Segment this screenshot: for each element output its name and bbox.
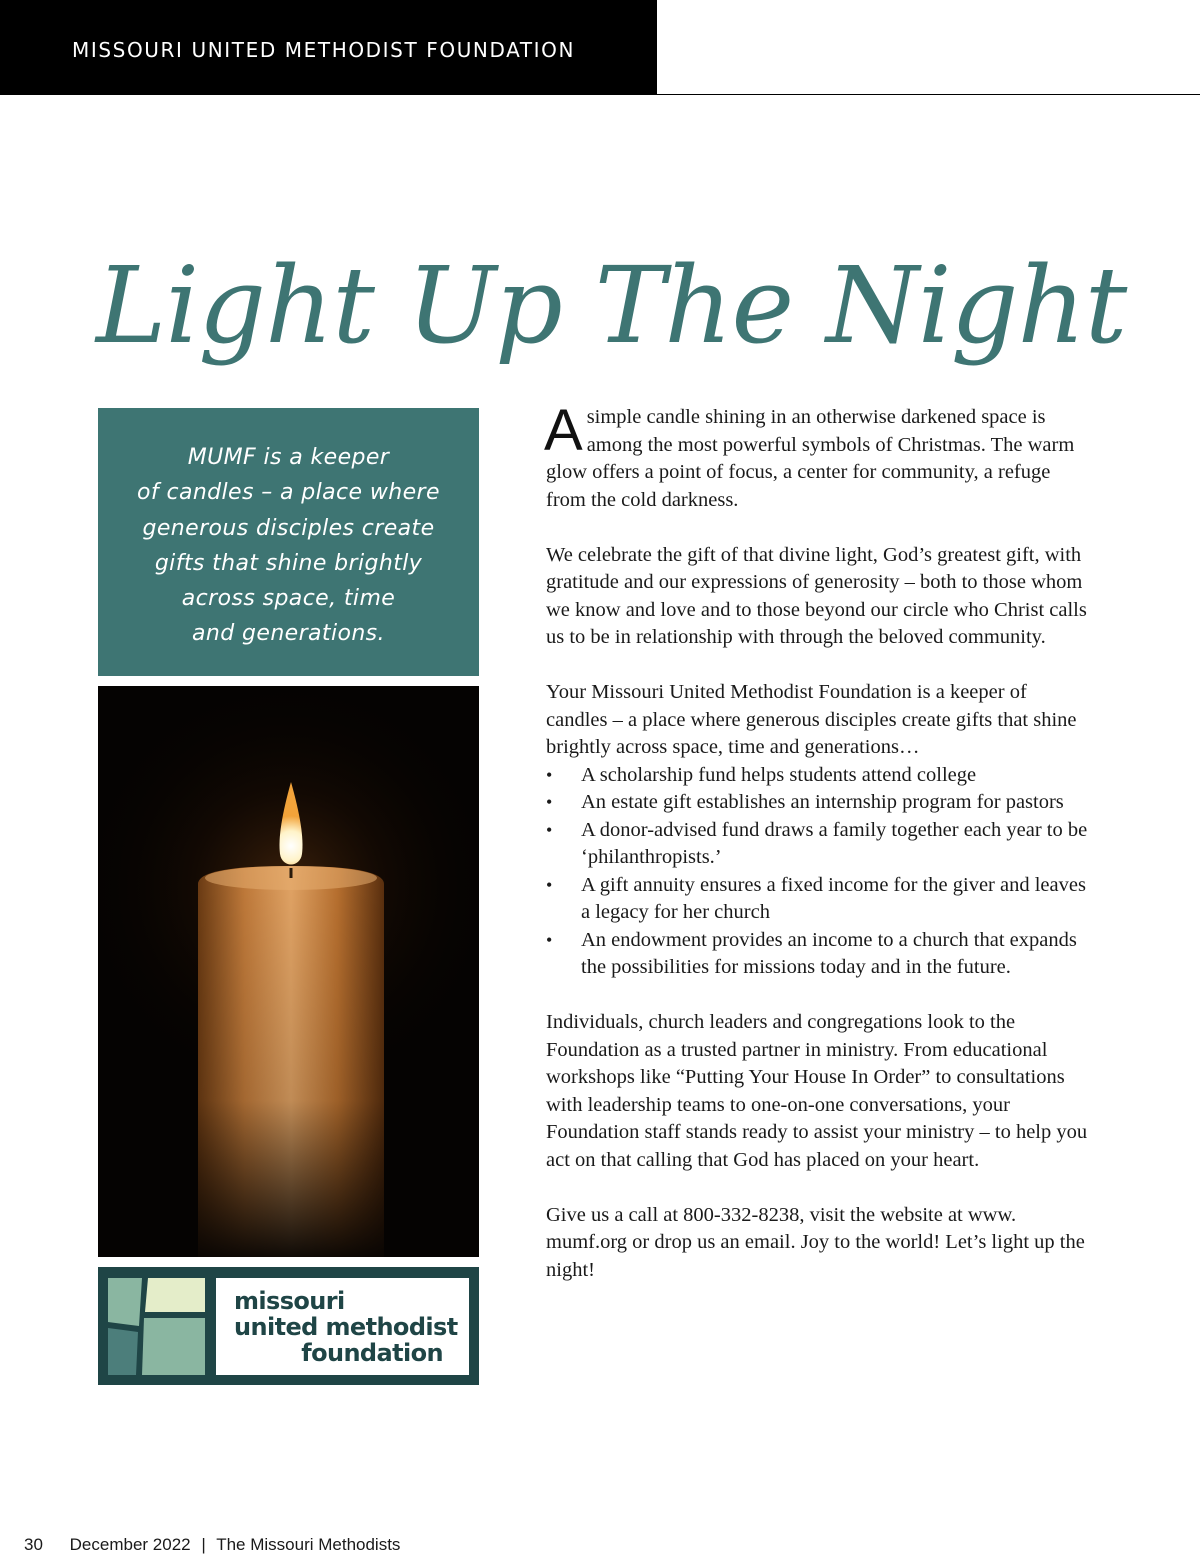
publication-name: The Missouri Methodists: [216, 1535, 401, 1554]
list-item: [546, 817, 1091, 872]
article-paragraph: Your Missouri United Methodist Foundation is a keeper of candles – a place where generous disciples create gifts that shine brightly across space, time and generations…: [546, 681, 1077, 758]
bullet-icon: •: [546, 792, 553, 812]
section-title: MISSOURI UNITED METHODIST FOUNDATION: [72, 38, 576, 62]
logo-wordmark: [216, 1278, 469, 1375]
pull-quote-line: generous disciples create: [142, 515, 435, 541]
paragraph-text: simple candle shining in an otherwise darkened space is among the most powerful symbols of Christmas. The warm glow offers a point of focus, a center for community, a refuge from the cold darkness.: [546, 406, 1075, 511]
header-bar: [0, 0, 657, 95]
pull-quote-line: MUMF is a keeper: [187, 445, 390, 470]
page-number: 30: [24, 1535, 43, 1554]
gift-examples-list: [546, 762, 1091, 982]
list-item-text: An endowment provides an income to a church that expands the possibilities for missions today and in the future.: [581, 928, 1077, 978]
logo-line-foundation: foundation: [301, 1339, 443, 1367]
pull-quote-line: gifts that shine brightly: [154, 550, 423, 576]
article-paragraph: [544, 398, 1091, 514]
pull-quote-line: across space, time: [181, 586, 396, 612]
list-item-text: A gift annuity ensures a fixed income for the giver and leaves a legacy for her church: [581, 873, 1086, 923]
drop-cap: A: [544, 398, 583, 463]
logo-line-united-methodist: united methodist: [234, 1313, 458, 1341]
foundation-logo: [98, 1267, 479, 1385]
mumf-logo-mark-icon: [108, 1278, 205, 1375]
bullet-icon: •: [546, 764, 553, 785]
article-paragraph: We celebrate the gift of that divine light, God’s greatest gift, with gratitude and our expressions of generosity – both to those whom we know and love and to those beyond our circle who Christ calls us to be in relationship with through the beloved community.: [546, 543, 1087, 648]
list-item: [546, 927, 1091, 982]
bullet-icon: •: [546, 819, 553, 840]
list-item: [546, 789, 1091, 817]
issue-date: December 2022: [69, 1535, 191, 1554]
bullet-icon: •: [546, 929, 553, 950]
bullet-icon: •: [546, 874, 553, 895]
list-item-text: An estate gift establishes an internship program for pastors: [581, 791, 1064, 813]
candle-photo: [98, 686, 479, 1257]
footer-separator: |: [201, 1535, 206, 1554]
article-paragraph: Give us a call at 800-332-8238, visit the website at www. mumf.org or drop us an email. Joy to the world! Let’s light up the night!: [546, 1203, 1085, 1281]
logo-line-missouri: missouri: [234, 1287, 345, 1315]
header-rule: [657, 94, 1200, 95]
pull-quote-line: and generations.: [192, 621, 385, 647]
candle-icon: [98, 686, 479, 1257]
page-footer: [24, 1535, 400, 1555]
list-item: [546, 872, 1091, 927]
article-title: Light Up The Night: [96, 244, 1127, 367]
pull-quote: [98, 408, 479, 676]
list-item: [546, 762, 1091, 790]
pull-quote-line: of candles – a place where: [137, 480, 440, 506]
list-item-text: A scholarship fund helps students attend college: [581, 763, 977, 786]
list-item-text: A donor-advised fund draws a family together each year to be ‘philanthropists.’: [581, 818, 1088, 868]
article-body: [544, 398, 1091, 1312]
article-paragraph: Individuals, church leaders and congregations look to the Foundation as a trusted partner in ministry. From educational workshops like “Putting Your House In Order” to consultations with leadership teams to one-on-one conversations, your Foundation staff stands ready to assist your ministry – to help you act on that calling that God has placed on your heart.: [546, 1011, 1088, 1171]
